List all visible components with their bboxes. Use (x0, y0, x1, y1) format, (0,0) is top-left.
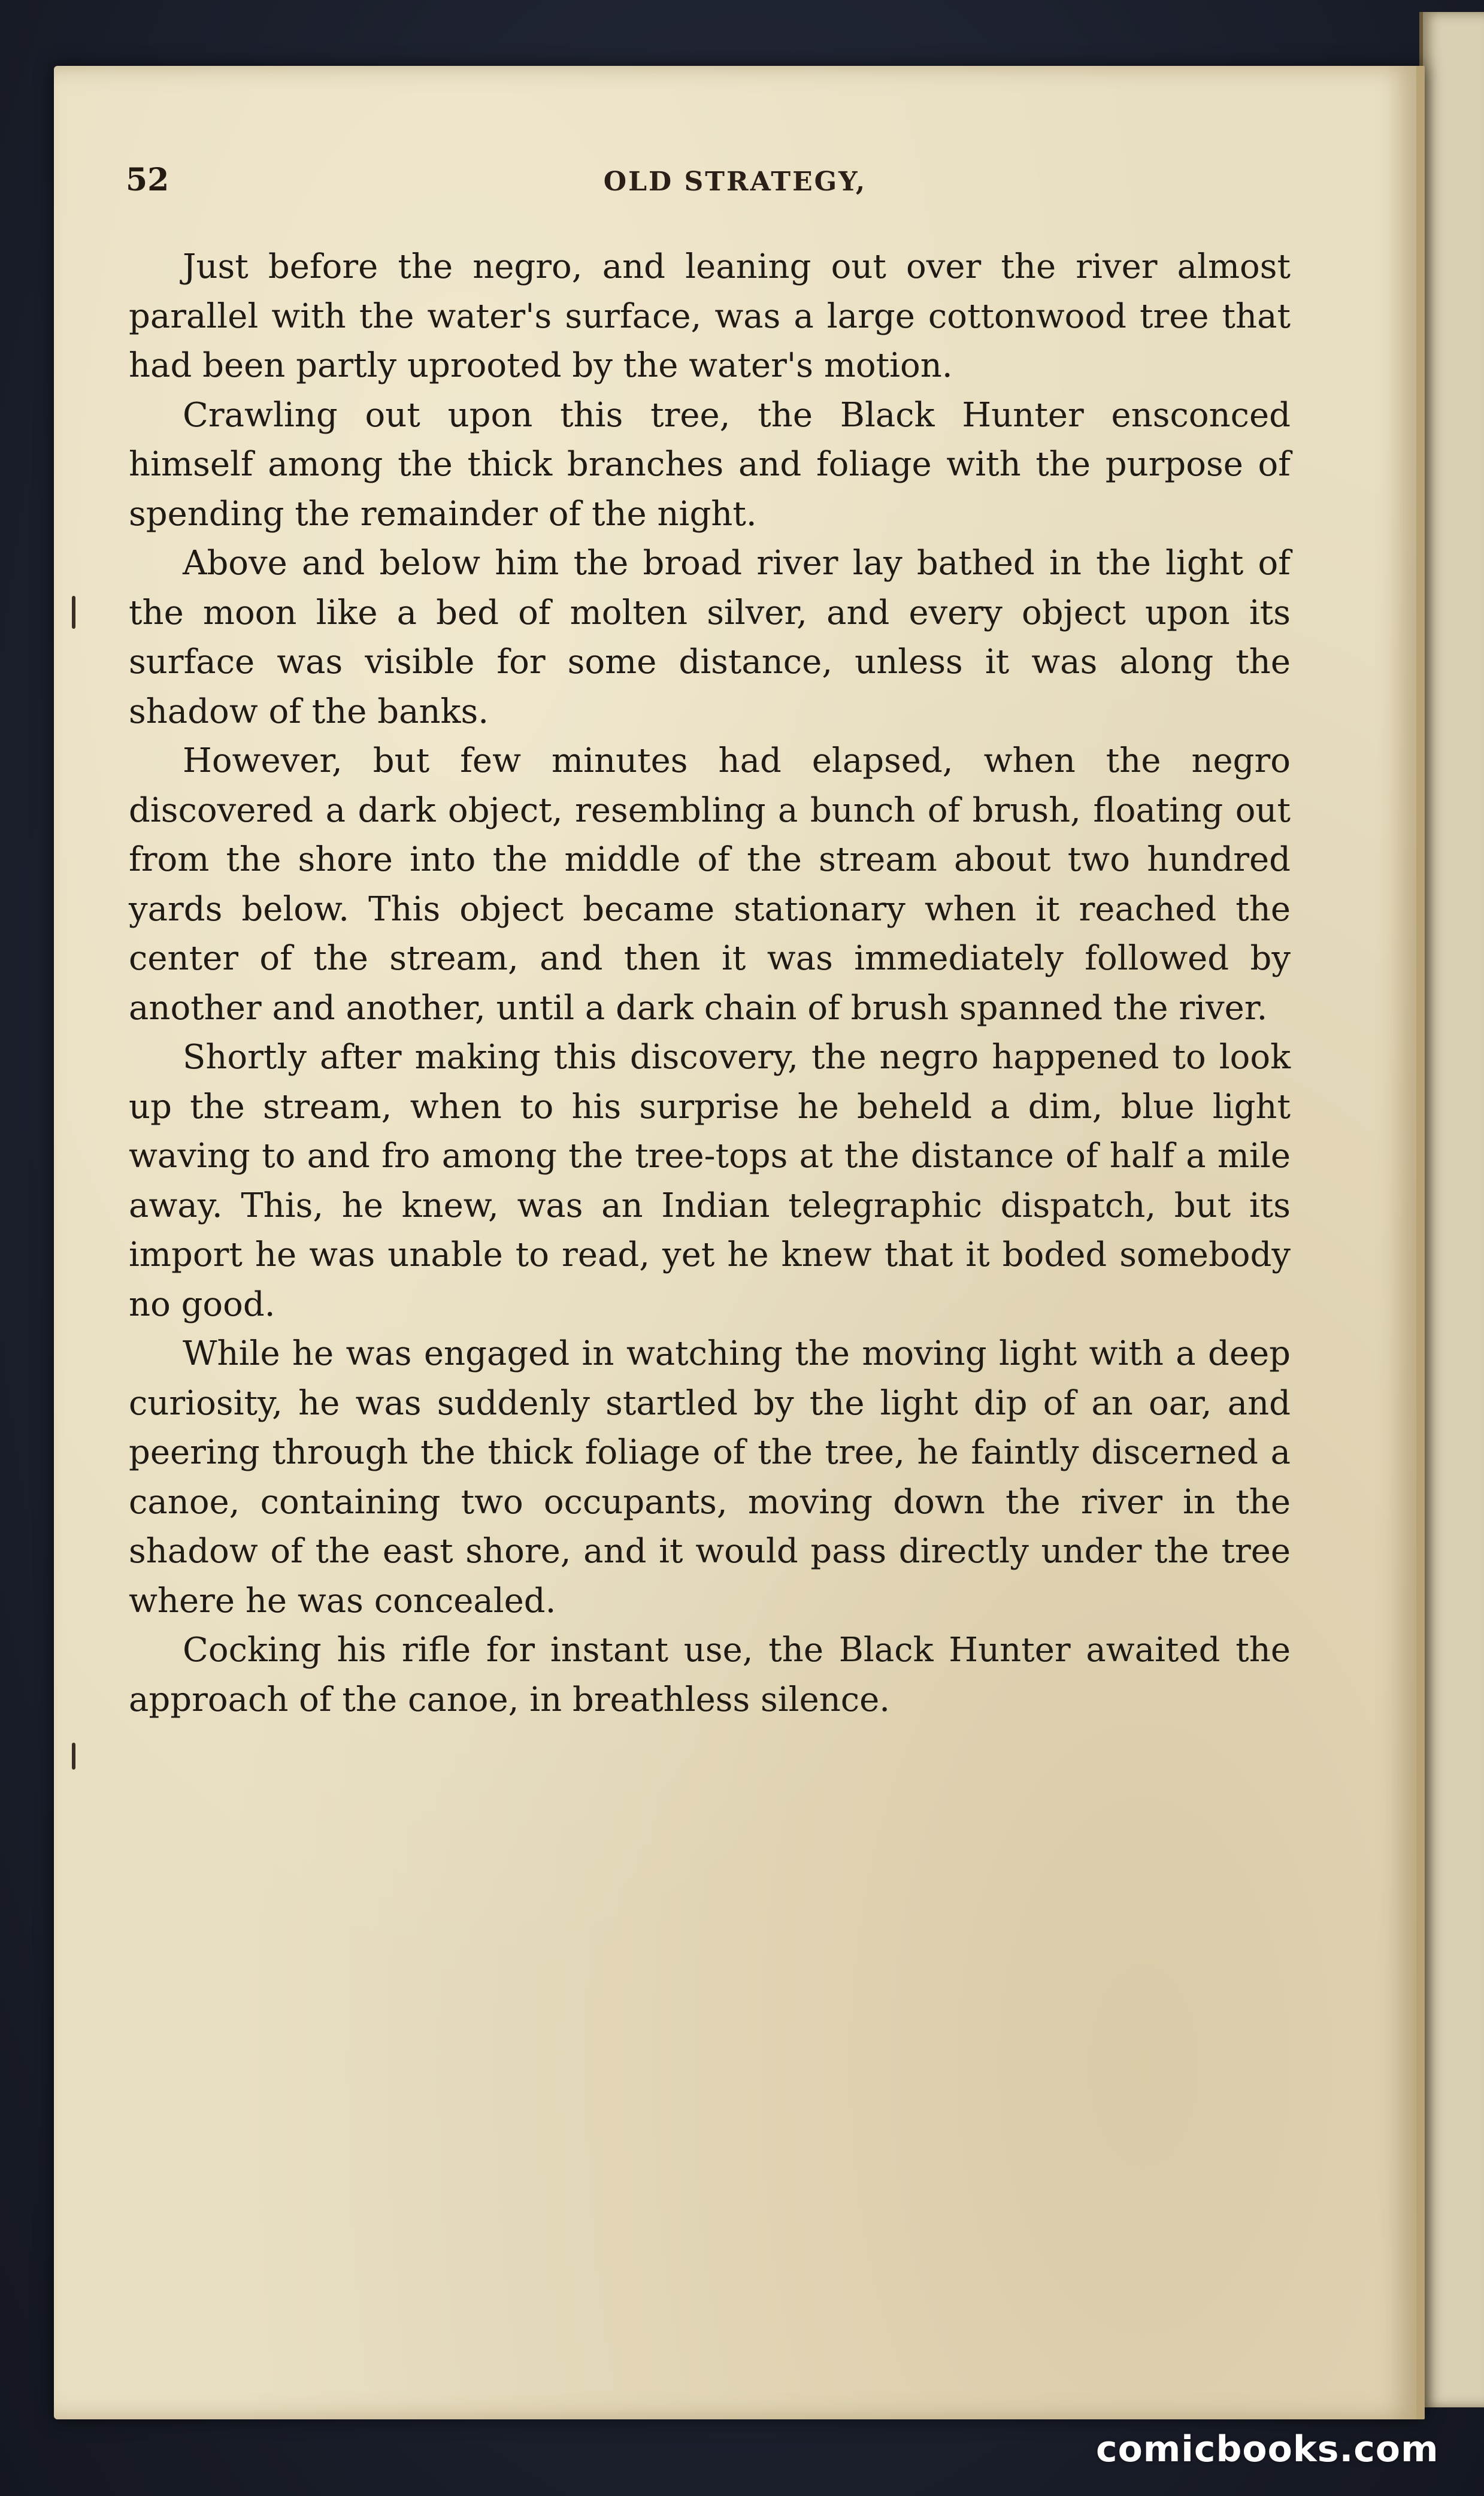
paragraph: Crawling out upon this tree, the Black Hunter ensconced himself among the thick branches and foliage with the purpose of spending the remainder of the night. (129, 395, 1291, 534)
margin-ink-mark (72, 596, 75, 629)
paragraph: While he was engaged in watching the moving light with a deep curiosity, he was suddenly startled by the light dip of an oar, and peering through the thick foliage of the tree, he faintly discerned a canoe, containing two occupants, moving down the river in the shadow of the east shore, and it would pass directly under the tree where he was concealed. (129, 1334, 1291, 1620)
adjacent-page-edge (1419, 12, 1484, 2407)
watermark-text: comicbooks.com (1096, 2428, 1439, 2470)
margin-ink-mark (72, 1743, 75, 1770)
paragraph: Shortly after making this discovery, the negro happened to look up the stream, when to his surprise he beheld a dim, blue light waving to and fro among the tree-tops at the distance of half a mile away. This, he knew, was an Indian telegraphic dispatch, but its import he was unable to read, yet he knew that it boded somebody no good. (129, 1038, 1291, 1324)
paragraph: However, but few minutes had elapsed, when the negro discovered a dark object, resembling a bunch of brush, floating out from the shore into the middle of the stream about two hundred yards below. This object became stationary when it reached the center of the stream, and then it was immediately followed by another and another, until a dark chain of brush spanned the river. (129, 741, 1291, 1028)
book-page (54, 66, 1425, 2419)
body-text (129, 243, 1291, 1725)
page-number: 52 (126, 162, 169, 198)
page-header (126, 162, 1344, 204)
paragraph: Cocking his rifle for instant use, the Black Hunter awaited the approach of the canoe, in breathless silence. (129, 1631, 1291, 1719)
paragraph: Just before the negro, and leaning out over the river almost parallel with the water's surface, was a large cottonwood tree that had been partly uprooted by the water's motion. (129, 247, 1291, 385)
paragraph: Above and below him the broad river lay bathed in the light of the moon like a bed of molten silver, and every object upon its surface was visible for some distance, unless it was along the shadow of the banks. (129, 544, 1291, 731)
running-head: OLD STRATEGY, (603, 166, 867, 197)
